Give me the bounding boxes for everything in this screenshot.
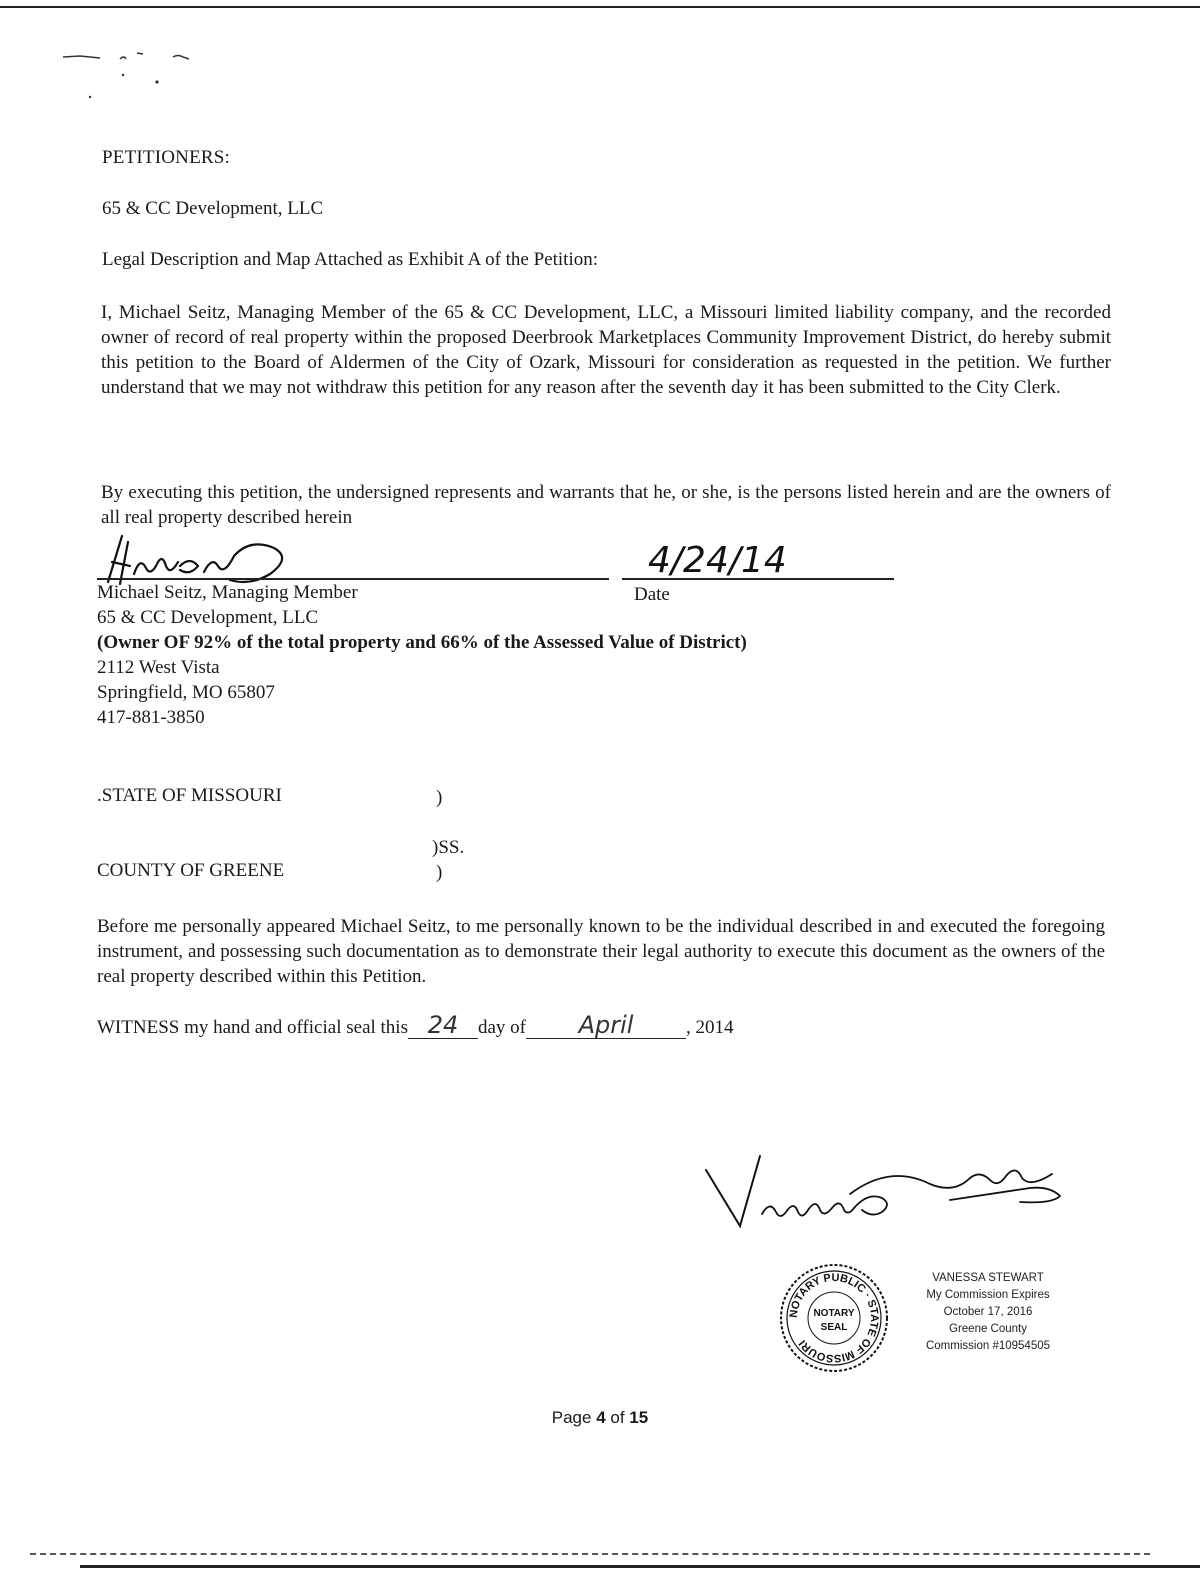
page-current: 4 [596,1408,606,1427]
state-label: .STATE OF MISSOURI [97,785,282,806]
stamp-commission-number: Commission #10954505 [925,1340,1051,1352]
witness-prefix: WITNESS my hand and official seal this [97,1017,408,1038]
page-of: of [605,1408,630,1427]
bottom-scan-dash [30,1553,1150,1555]
ownership-note: (Owner OF 92% of the total property and 66% of the Assessed Value of District) [97,632,747,653]
page-number [0,1408,1200,1428]
stamp-name: VANESSA STEWART [932,1272,1044,1284]
county-label: COUNTY OF GREENE [97,860,285,881]
page-total: 15 [629,1408,649,1427]
handwritten-date [640,530,810,585]
witness-mid: day of [477,1017,526,1038]
signer-name-title: Michael Seitz, Managing Member [97,582,358,603]
top-scan-edge [0,6,1200,8]
venue-bracket-bottom: ) [436,862,443,883]
bottom-scan-edge [80,1565,1200,1568]
seal-ring-text: NOTARY PUBLIC · STATE OF MISSOURI [787,1271,881,1365]
date-line [622,578,894,580]
witness-year: , 2014 [686,1017,734,1038]
signer-details [97,605,747,730]
petitioners-heading: PETITIONERS: [102,147,231,168]
address-line-2: Springfield, MO 65807 [97,682,275,703]
signer-company: 65 & CC Development, LLC [97,607,319,628]
stamp-county: Greene County [949,1323,1027,1335]
seal-center-bottom: SEAL [820,1322,848,1333]
legal-description-note: Legal Description and Map Attached as Exhibit A of the Petition: [102,249,599,270]
date-label: Date [634,584,670,605]
warranty-statement: By executing this petition, the undersigned represents and warrants that he, or she, is the persons listed herein and are the owners of all real property described herein [101,482,1111,528]
notary-stamp-text [918,1270,1058,1355]
ss-label: )SS. [432,837,465,858]
witness-line [97,1013,734,1040]
handwritten-date-text: 4/24/14 [648,540,787,581]
company-name: 65 & CC Development, LLC [102,198,324,219]
page-prefix: Page [551,1408,597,1427]
stamp-expiry-date: October 17, 2016 [943,1306,1033,1318]
acknowledgment-paragraph: Before me personally appeared Michael Seitz, to me personally known to be the individual described in and executed the foregoing instrument, and possessing such documentation as to demonstrate their legal authority to execute this document as the owners of the real property described within this Petition. [97,916,1105,987]
notary-seal [778,1262,890,1374]
notary-signature [700,1148,1090,1238]
scan-specks [55,35,215,115]
stamp-commission-expires: My Commission Expires [926,1289,1050,1301]
witness-day-field: 24 [408,1013,478,1039]
phone-number: 417-881-3850 [97,707,205,728]
address-line-1: 2112 West Vista [97,657,220,678]
petition-statement: I, Michael Seitz, Managing Member of the 65 & CC Development, LLC, a Missouri limited liability company, and the recorded owner of record of real property within the proposed Deerbrook Marketplaces Community Improvement District, do hereby submit this petition to the Board of Aldermen of the City of Ozark, Missouri for consideration as requested in the petition. We further understand that we may not withdraw this petition for any reason after the seventh day it has been submitted to the City Clerk. [101,302,1111,398]
seal-center-top: NOTARY [813,1308,855,1319]
witness-month-field: April [526,1013,686,1039]
venue-bracket-top: ) [436,787,443,808]
